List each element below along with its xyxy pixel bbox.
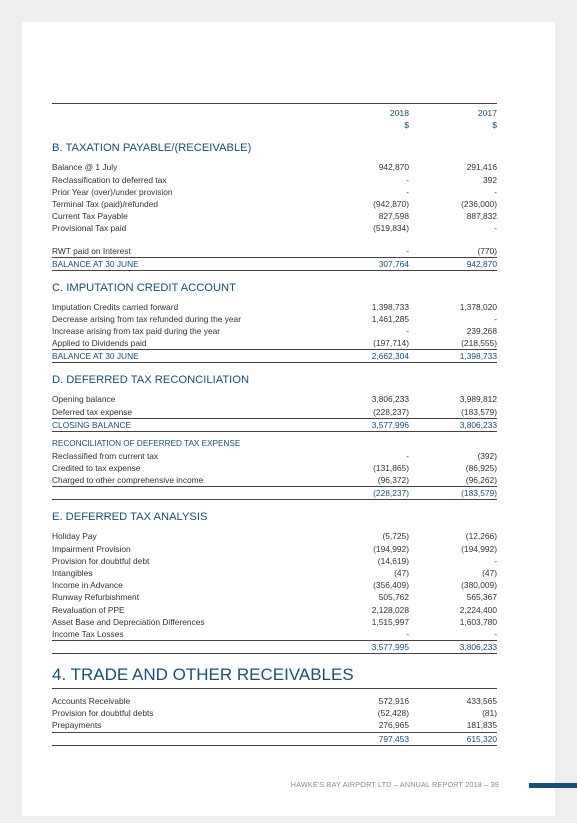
table-row: Holiday Pay (5,725) (12,266) bbox=[52, 531, 497, 542]
section-c-total-row: BALANCE AT 30 JUNE 2,662,304 1,398,733 bbox=[52, 351, 497, 362]
table-row: Provision for doubtful debt (14,619) - bbox=[52, 555, 497, 566]
table-row: Applied to Dividends paid (197,714) (218,555) bbox=[52, 338, 497, 349]
table-row: Charged to other comprehensive income (96,372) (96,262) bbox=[52, 475, 497, 486]
section-d-rows bbox=[52, 393, 497, 417]
section-e-rows bbox=[52, 530, 497, 640]
section-c-rows bbox=[52, 301, 497, 350]
table-row: Opening balance 3,806,233 3,989,812 bbox=[52, 394, 497, 405]
section-d-total-row: CLOSING BALANCE 3,577,996 3,806,233 bbox=[52, 419, 497, 430]
table-row: Current Tax Payable 827,598 887,832 bbox=[52, 211, 497, 222]
reconciliation-rows bbox=[52, 450, 497, 487]
table-row: Asset Base and Depreciation Differences 1,515,997 1,603,780 bbox=[52, 616, 497, 627]
table-row: Revaluation of PPE 2,128,028 2,224,400 bbox=[52, 604, 497, 615]
table-row: Reclassified from current tax - (392) bbox=[52, 450, 497, 461]
table-row: Runway Refurbishment 505,762 565,367 bbox=[52, 592, 497, 603]
header-unit-2018: $ bbox=[404, 120, 409, 131]
table-row: Balance @ 1 July 942,870 291,416 bbox=[52, 162, 497, 173]
section-b-title: B. TAXATION PAYABLE/(RECEIVABLE) bbox=[52, 142, 252, 155]
table-row: Prior Year (over)/under provision - - bbox=[52, 186, 497, 197]
reconciliation-subtitle: RECONCILIATION OF DEFERRED TAX EXPENSE bbox=[52, 438, 241, 448]
table-row: Intangibles (47) (47) bbox=[52, 567, 497, 578]
table-row: Deferred tax expense (228,237) (183,579) bbox=[52, 406, 497, 417]
table-row: Prepayments 276,965 181,835 bbox=[52, 720, 497, 731]
section-b-total-row: BALANCE AT 30 JUNE 307,764 942,870 bbox=[52, 258, 497, 269]
unit-header-row bbox=[52, 119, 497, 131]
section-e-title: E. DEFERRED TAX ANALYSIS bbox=[52, 511, 208, 524]
table-row: Imputation Credits carried forward 1,398,733 1,378,020 bbox=[52, 301, 497, 312]
header-unit-2017: $ bbox=[492, 120, 497, 131]
table-row: Provision for doubtful debts (52,428) (81) bbox=[52, 708, 497, 719]
note-4-rows bbox=[52, 695, 497, 732]
table-row: Accounts Receivable 572,916 433,565 bbox=[52, 696, 497, 707]
table-row: Income Tax Losses - - bbox=[52, 628, 497, 639]
tax-notes-content bbox=[52, 103, 497, 746]
section-d-title: D. DEFERRED TAX RECONCILIATION bbox=[52, 374, 250, 387]
footer-accent-bar bbox=[529, 783, 577, 788]
table-top-rule bbox=[52, 103, 497, 104]
year-header-row bbox=[52, 107, 497, 119]
table-row: Decrease arising from tax refunded during the year 1,461,285 - bbox=[52, 313, 497, 324]
note-4-title: 4. TRADE AND OTHER RECEIVABLES bbox=[52, 664, 497, 689]
section-b-rows bbox=[52, 161, 497, 234]
table-row: Impairment Provision (194,992) (194,992) bbox=[52, 543, 497, 554]
table-row: Reclassification to deferred tax - 392 bbox=[52, 174, 497, 185]
header-year-2018: 2018 bbox=[389, 108, 409, 118]
page-footer bbox=[0, 779, 577, 791]
table-row: Income in Advance (356,409) (380,009) bbox=[52, 580, 497, 591]
table-row: Increase arising from tax paid during the year - 239,268 bbox=[52, 326, 497, 337]
table-row: Terminal Tax (paid)/refunded (942,870) (236,000) bbox=[52, 198, 497, 209]
table-row: Credited to tax expense (131,865) (86,925) bbox=[52, 463, 497, 473]
table-row: Provisional Tax paid (519,834) - bbox=[52, 223, 497, 234]
note-4-total-row: 797,453 615,320 bbox=[52, 732, 497, 746]
reconciliation-total-row: (228,237) (183,579) bbox=[52, 486, 497, 500]
section-c-title: C. IMPUTATION CREDIT ACCOUNT bbox=[52, 281, 236, 294]
table-row: RWT paid on Interest - (770) bbox=[52, 245, 497, 256]
section-e-total-row: 3,577,995 3,806,233 bbox=[52, 640, 497, 654]
footer-text: HAWKE'S BAY AIRPORT LTD – ANNUAL REPORT 2018 – 39 bbox=[290, 780, 499, 789]
header-year-2017: 2017 bbox=[477, 108, 497, 118]
